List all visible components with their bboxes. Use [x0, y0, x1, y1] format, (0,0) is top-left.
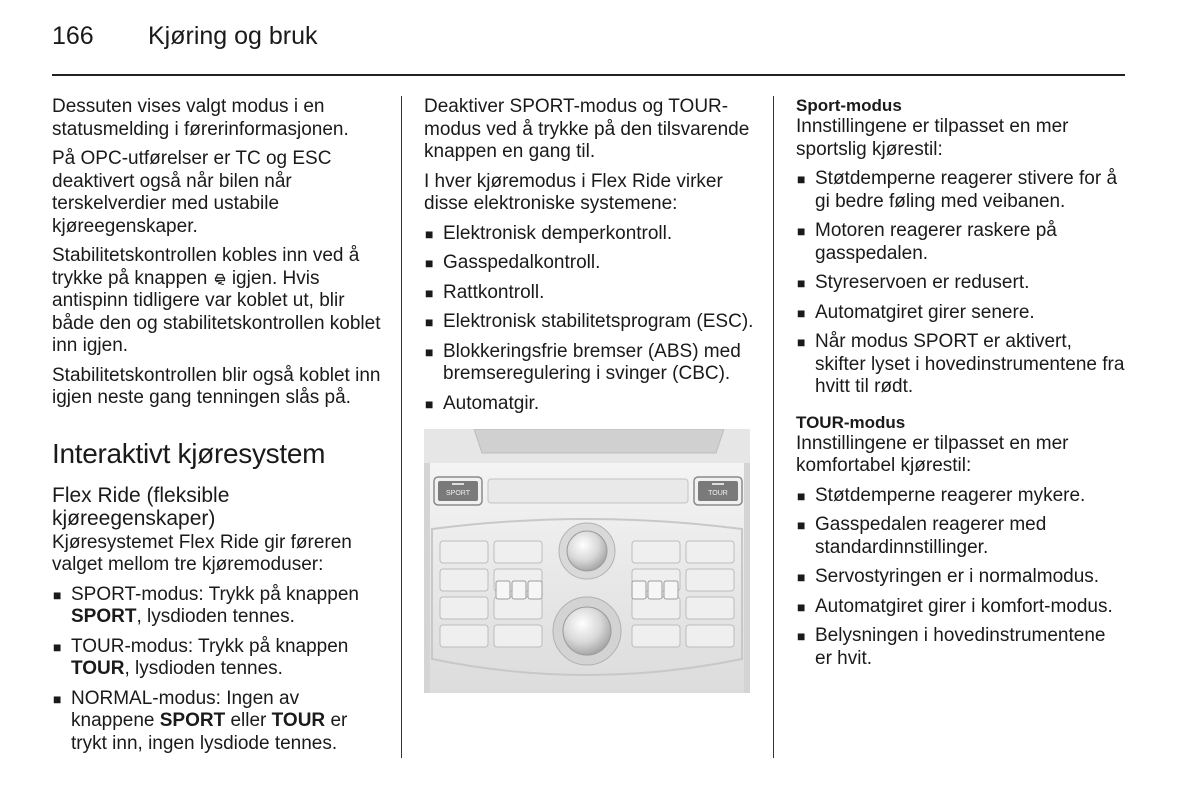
tour-label: TOUR — [708, 490, 728, 497]
item-text: , lysdioden tennes. — [136, 606, 295, 627]
square-bullet-icon: ■ — [797, 487, 806, 504]
item-text: Når modus SPORT er aktivert, skifter lyset i hovedinstrumentene fra hvitt til rødt. — [815, 331, 1125, 397]
lower-knob — [553, 597, 621, 665]
list-item — [796, 596, 1126, 619]
item-text: Styreservoen er redusert. — [815, 272, 1030, 293]
button-name: TOUR — [71, 658, 125, 679]
column-1 — [52, 96, 382, 762]
square-bullet-icon: ■ — [53, 638, 62, 655]
item-text: Automatgiret girer senere. — [815, 301, 1035, 323]
tour-button — [694, 477, 742, 505]
list-item — [424, 282, 754, 305]
item-text: Belysningen i hovedinstrumentene er hvit. — [815, 625, 1106, 669]
square-bullet-icon: ■ — [53, 586, 62, 603]
square-bullet-icon: ■ — [797, 223, 806, 239]
square-bullet-icon: ■ — [797, 304, 806, 321]
column-3 — [796, 96, 1126, 677]
column-2 — [424, 96, 754, 693]
systems-list — [424, 223, 754, 416]
list-item — [424, 223, 754, 246]
square-bullet-icon: ■ — [425, 255, 434, 271]
item-text: Elektronisk demperkontroll. — [443, 222, 673, 244]
square-bullet-icon: ■ — [797, 275, 806, 291]
mode-list — [52, 584, 382, 756]
tour-mode-heading: TOUR-modus — [796, 412, 906, 432]
paragraph: Dessuten vises valgt modus i en statusmelding i førerinformasjonen. — [52, 96, 349, 140]
list-item — [52, 688, 382, 756]
subsection-title: Flex Ride (fleksible kjøreegenskaper) — [52, 483, 230, 530]
item-text: Gasspedalkontroll. — [443, 252, 601, 273]
square-bullet-icon: ■ — [797, 171, 806, 187]
tour-mode-list — [796, 485, 1126, 671]
list-item — [424, 341, 754, 386]
chapter-title: Kjøring og bruk — [148, 22, 318, 50]
item-text: Støtdemperne reagerer mykere. — [815, 484, 1086, 506]
square-bullet-icon: ■ — [797, 517, 806, 533]
button-name: TOUR — [271, 710, 326, 731]
item-text: Støtdemperne reagerer stivere for å gi bedre føling med veibanen. — [815, 168, 1118, 212]
section-title: Interaktivt kjøresystem — [52, 437, 326, 469]
list-item — [52, 636, 382, 681]
sport-label: SPORT — [446, 490, 470, 497]
square-bullet-icon: ■ — [797, 569, 806, 585]
item-text: , lysdioden tennes. — [124, 658, 283, 679]
list-item — [424, 252, 754, 275]
page-number: 166 — [52, 22, 94, 50]
button-name: SPORT — [71, 606, 137, 627]
list-item — [796, 485, 1126, 508]
item-text: Servostyringen er i normalmodus. — [815, 566, 1100, 587]
car-skid-icon — [213, 271, 227, 285]
sport-mode-list — [796, 168, 1126, 399]
upper-knob — [559, 523, 615, 579]
list-item — [796, 514, 1126, 559]
list-item — [796, 625, 1126, 670]
square-bullet-icon: ■ — [797, 334, 806, 350]
square-bullet-icon: ■ — [425, 284, 434, 301]
item-text: er trykt inn, ingen lysdiode tennes. — [71, 710, 348, 754]
column-divider-1 — [401, 96, 402, 758]
list-item — [424, 311, 754, 334]
paragraph-text: Stabilitetskontrollen kobles inn ved å trykke på knappen — [52, 245, 360, 289]
list-item — [796, 331, 1126, 399]
item-text: Motoren reagerer raskere på gasspedalen. — [815, 220, 1057, 264]
button-name: SPORT — [159, 710, 226, 731]
square-bullet-icon: ■ — [425, 314, 434, 330]
paragraph: Innstillingene er tilpasset en mer sportslig kjørestil: — [796, 116, 1069, 160]
square-bullet-icon: ■ — [425, 225, 434, 242]
header-rule — [52, 74, 1125, 76]
item-text: eller — [230, 710, 267, 731]
list-item — [796, 272, 1126, 295]
square-bullet-icon: ■ — [425, 343, 434, 360]
sport-button — [434, 477, 482, 505]
item-text: Automatgiret girer i komfort-modus. — [815, 595, 1113, 617]
paragraph: Deaktiver SPORT-modus og TOUR-modus ved å trykke på den tilsvarende knappen en gang til. — [424, 96, 750, 162]
paragraph: På OPC-utførelser er TC og ESC deaktivert også når bilen når terskelverdier med ustabile kjøreegenskaper. — [52, 148, 332, 237]
item-text: Blokkeringsfrie bremser (ABS) med bremseregulering i svinger (CBC). — [443, 340, 741, 384]
item-text: Automatgir. — [443, 392, 540, 414]
square-bullet-icon: ■ — [797, 598, 806, 615]
item-text: Elektronisk stabilitetsprogram (ESC). — [443, 311, 754, 332]
square-bullet-icon: ■ — [425, 395, 434, 412]
center-console-illustration — [424, 429, 750, 693]
paragraph: Kjøresystemet Flex Ride gir føreren valget mellom tre kjøremoduser: — [52, 531, 352, 575]
item-text: Rattkontroll. — [443, 281, 545, 303]
list-item — [424, 393, 754, 416]
paragraph: I hver kjøremodus i Flex Ride virker disse elektroniske systemene: — [424, 170, 723, 214]
list-item — [796, 302, 1126, 325]
list-item — [52, 584, 382, 629]
square-bullet-icon: ■ — [797, 628, 806, 644]
list-item — [796, 168, 1126, 213]
item-text: TOUR-modus: Trykk på knappen — [71, 635, 349, 657]
paragraph-text: igjen. Hvis antispinn tidligere var koblet ut, blir både den og stabilitetskontrollen koblet inn igjen. — [52, 267, 381, 356]
console-figure — [424, 429, 750, 693]
paragraph-with-icon — [52, 245, 382, 358]
item-text: SPORT-modus: Trykk på knappen — [71, 583, 359, 605]
square-bullet-icon: ■ — [53, 690, 62, 707]
sport-mode-heading: Sport-modus — [796, 96, 902, 115]
paragraph: Innstillingene er tilpasset en mer komfortabel kjørestil: — [796, 432, 1069, 476]
list-item — [796, 220, 1126, 265]
column-divider-2 — [773, 96, 774, 758]
item-text: Gasspedalen reagerer med standardinnstillinger. — [815, 514, 1047, 558]
item-text: NORMAL-modus: Ingen av knappene — [71, 687, 300, 731]
list-item — [796, 566, 1126, 589]
paragraph: Stabilitetskontrollen blir også koblet inn igjen neste gang tenningen slås på. — [52, 364, 381, 408]
